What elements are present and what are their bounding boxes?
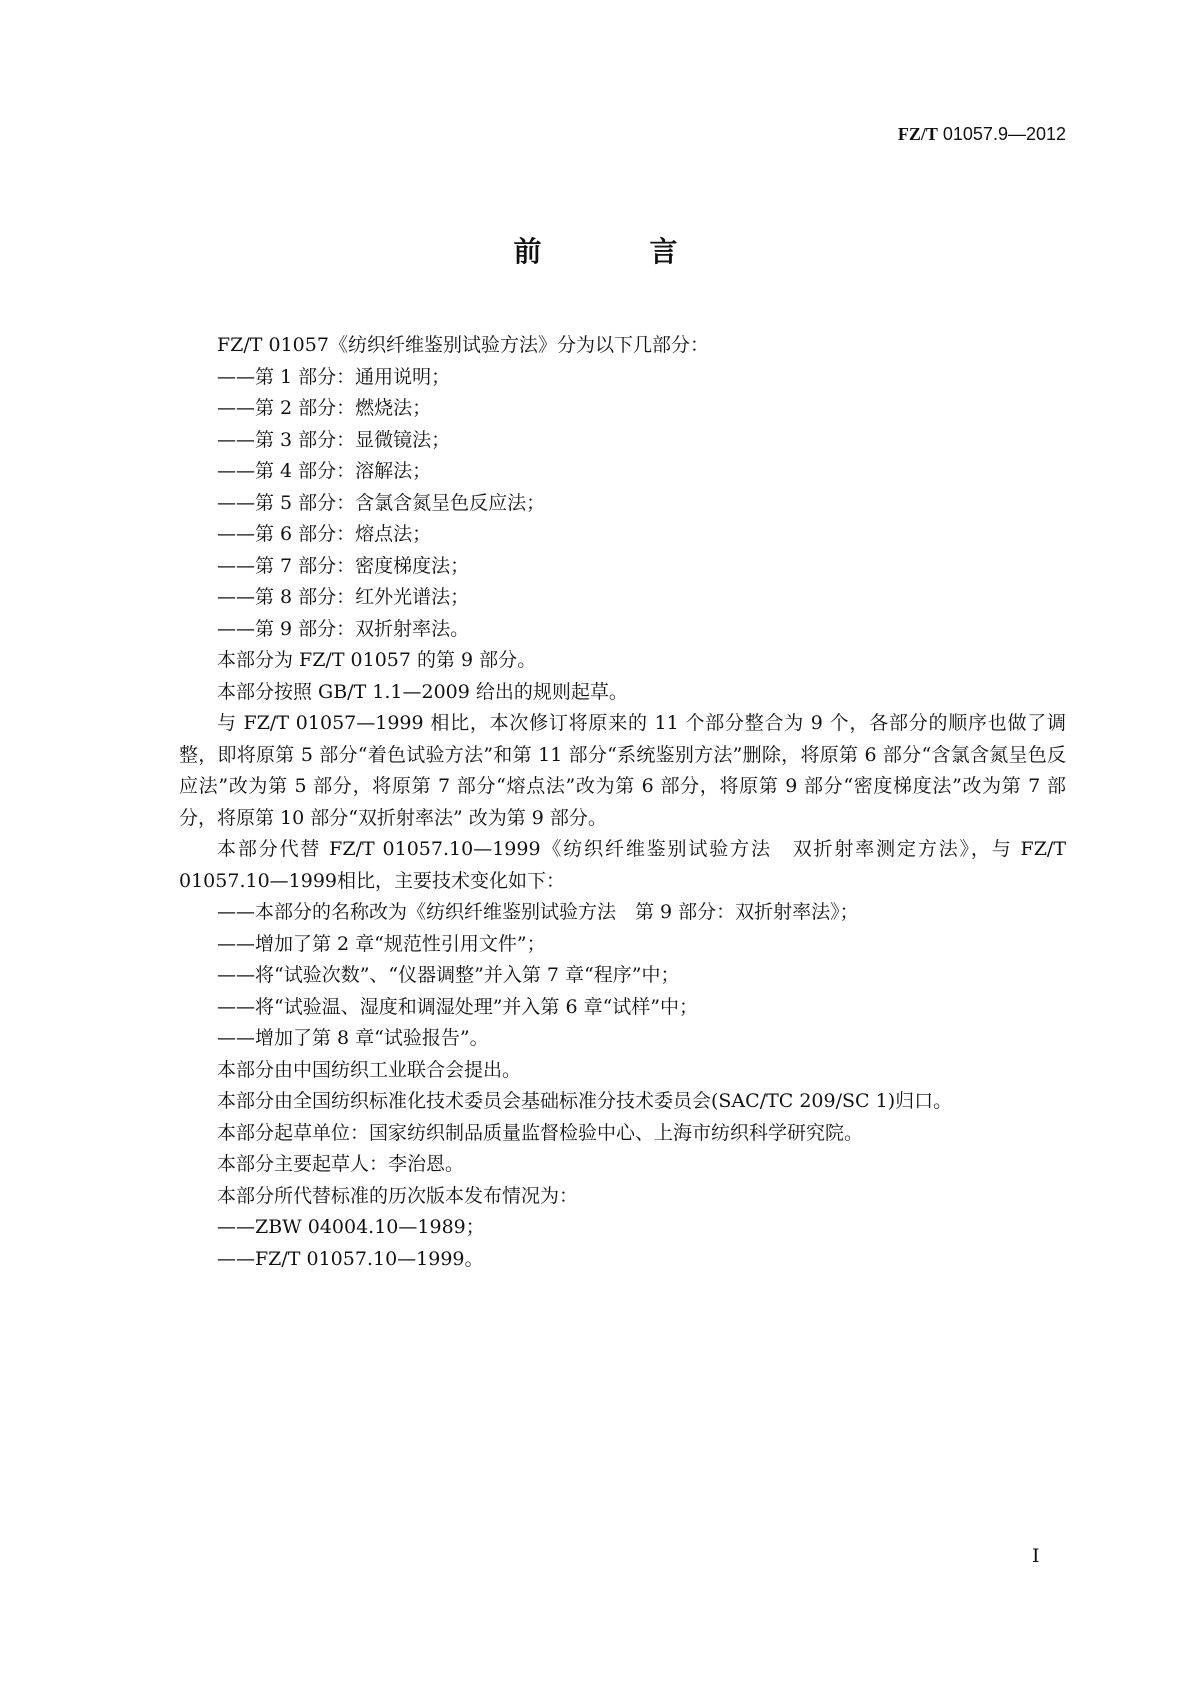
list-item: ——第 5 部分：含氯含氮呈色反应法； <box>217 491 546 514</box>
list-item: ——将“试验温、湿度和调湿处理”并入第 6 章“试样”中； <box>217 995 699 1018</box>
comparison-paragraph: 与 FZ/T 01057—1999 相比，本次修订将原来的 11 个部分整合为 9 个，各部分的顺序也做了调整，即将原第 5 部分“着色试验方法”和第 11 部分“系统鉴别方法”删除，将原第 6 部分“含氯含氮呈色反应法”改为第 5 部分，将原第 7 部分“熔点法”改为第 6 部分，将原第 9 部分“密度梯度法”改为第 7 部分，将原第 10 部分“双折射率法” 改为第 9 部分。 <box>179 712 1066 829</box>
parts-list <box>179 362 1066 646</box>
list-item: ——第 6 部分：熔点法； <box>217 523 432 545</box>
list-item: ——本部分的名称改为《纺织纤维鉴别试验方法 第 9 部分：双折射率法》； <box>217 901 859 923</box>
history-intro: 本部分所代替标准的历次版本发布情况为： <box>217 1184 579 1207</box>
changes-list <box>179 897 1066 1055</box>
centralized-by: 本部分由全国纺织标准化技术委员会基础标准分技术委员会(SAC/TC 209/SC 1)归口。 <box>217 1090 953 1112</box>
list-item: ——第 3 部分：显微镜法； <box>217 428 451 451</box>
standard-prefix: FZ/T <box>897 124 938 144</box>
intro-paragraph: FZ/T 01057《纺织纤维鉴别试验方法》分为以下几部分： <box>217 334 709 356</box>
part-statement: 本部分为 FZ/T 01057 的第 9 部分。 <box>217 649 537 671</box>
page-number: I <box>1032 1545 1040 1567</box>
drafting-rules-statement: 本部分按照 GB/T 1.1—2009 给出的规则起草。 <box>217 680 628 703</box>
list-item: ——第 9 部分：双折射率法。 <box>217 617 470 640</box>
list-item: ——第 8 部分：红外光谱法； <box>217 586 470 608</box>
foreword-body <box>179 330 1066 1275</box>
standard-number: 01057.9—2012 <box>942 124 1066 144</box>
list-item: ——将“试验次数”、“仪器调整”并入第 7 章“程序”中； <box>217 964 680 986</box>
list-item: ——增加了第 2 章“规范性引用文件”； <box>217 932 546 955</box>
standard-number-header <box>898 124 1066 145</box>
list-item: ——ZBW 04004.10—1989； <box>217 1216 485 1238</box>
list-item: ——第 2 部分：燃烧法； <box>217 397 432 419</box>
replacement-paragraph: 本部分代替 FZ/T 01057.10—1999《纺织纤维鉴别试验方法 双折射率测定方法》，与 FZ/T 01057.10—1999相比，主要技术变化如下： <box>179 838 1066 892</box>
list-item: ——第 7 部分：密度梯度法； <box>217 554 470 577</box>
drafters: 本部分主要起草人：李治恩。 <box>217 1153 465 1175</box>
list-item: ——第 4 部分：溶解法； <box>217 460 432 482</box>
history-list <box>179 1212 1066 1275</box>
list-item: ——增加了第 8 章“试验报告”。 <box>217 1027 489 1049</box>
list-item: ——FZ/T 01057.10—1999。 <box>217 1247 484 1270</box>
list-item: ——第 1 部分：通用说明； <box>217 365 451 388</box>
drafting-units: 本部分起草单位：国家纺织制品质量监督检验中心、上海市纺织科学研究院。 <box>217 1121 864 1144</box>
proposed-by: 本部分由中国纺织工业联合会提出。 <box>217 1058 522 1081</box>
page-title: 前 言 <box>513 235 718 268</box>
